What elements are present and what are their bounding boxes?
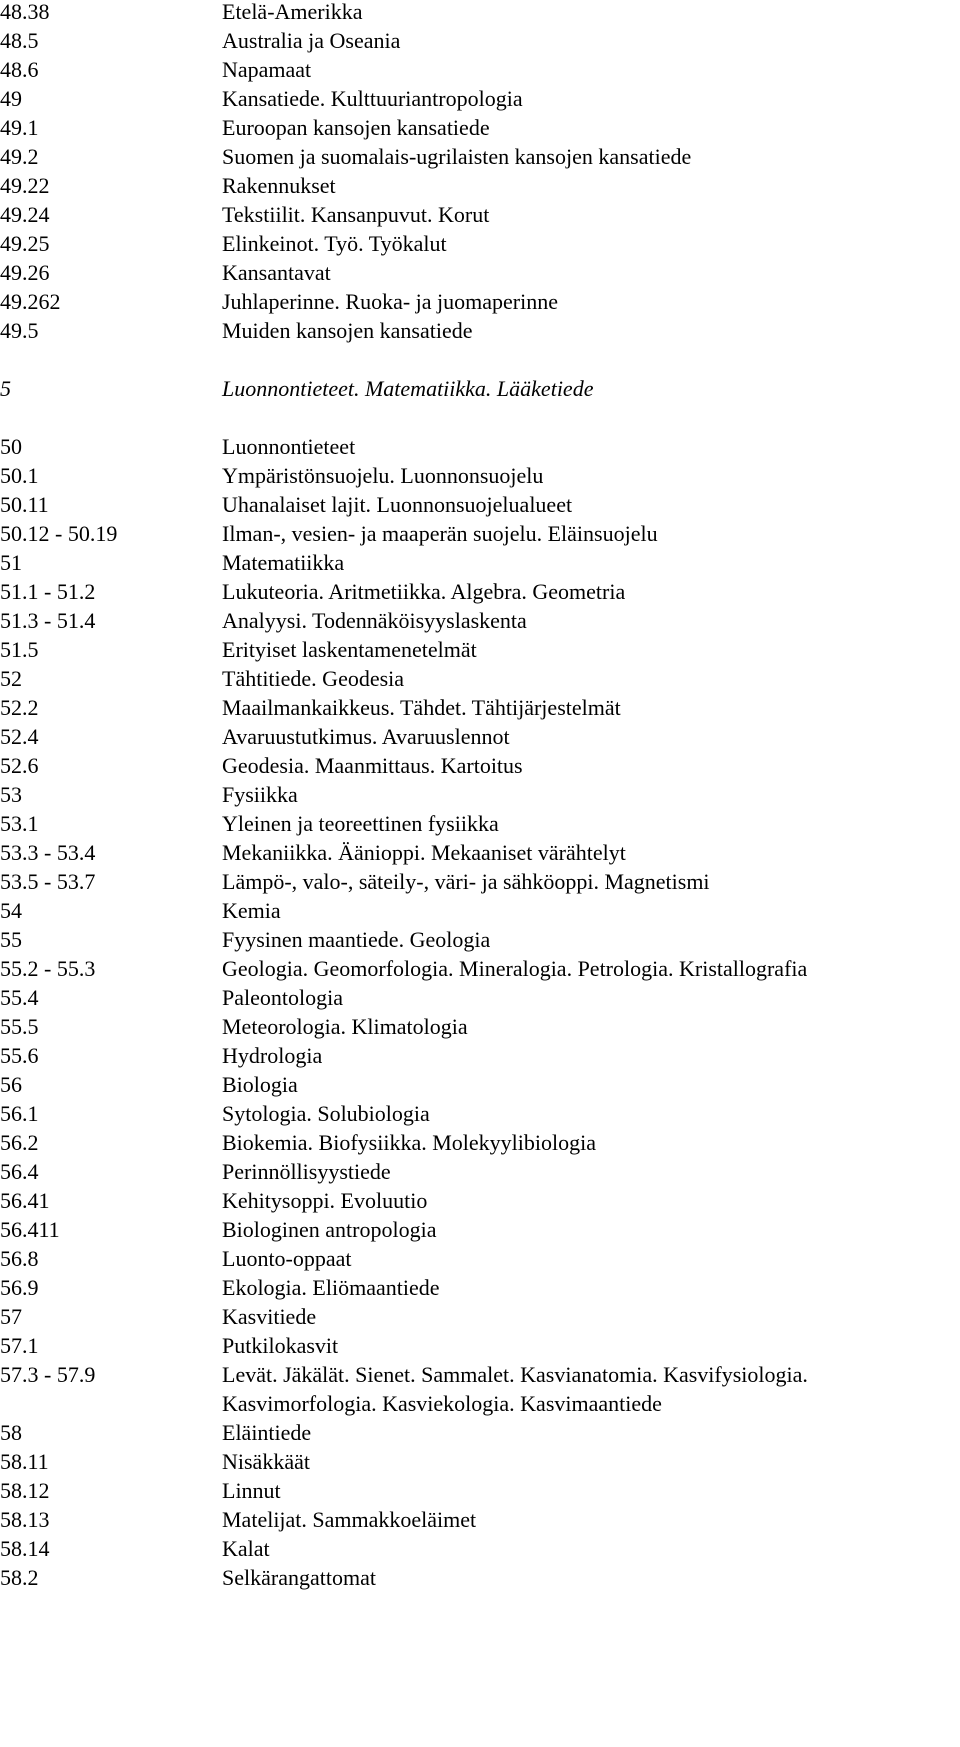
class-code: 58.12 xyxy=(0,1478,50,1503)
class-row-51-5 xyxy=(0,634,960,666)
class-row-58-14 xyxy=(0,1533,960,1565)
class-code: 57.1 xyxy=(0,1333,39,1358)
class-row-56-411 xyxy=(0,1214,960,1246)
class-row-48-5 xyxy=(0,25,960,57)
class-row-57-1 xyxy=(0,1330,960,1362)
class-code: 51 xyxy=(0,550,22,575)
class-row-55-5 xyxy=(0,1011,960,1043)
class-title: Uhanalaiset lajit. Luonnonsuojelualueet xyxy=(222,492,573,517)
class-row-56-1 xyxy=(0,1098,960,1130)
class-code: 52.2 xyxy=(0,695,39,720)
class-code: 48.38 xyxy=(0,0,50,24)
class-title: Lämpö-, valo-, säteily-, väri- ja sähköoppi. Magnetismi xyxy=(222,869,710,894)
class-code: 49.2 xyxy=(0,144,39,169)
class-row-48-6 xyxy=(0,54,960,86)
class-title: Lukuteoria. Aritmetiikka. Algebra. Geometria xyxy=(222,579,626,604)
class-code: 50 xyxy=(0,434,22,459)
class-title: Erityiset laskentamenetelmät xyxy=(222,637,477,662)
class-row-55-4 xyxy=(0,982,960,1014)
class-row-53-1 xyxy=(0,808,960,840)
class-row-58-2 xyxy=(0,1562,960,1594)
class-code: 54 xyxy=(0,898,22,923)
class-row-54 xyxy=(0,895,960,927)
class-title: Matelijat. Sammakkoeläimet xyxy=(222,1507,477,1532)
class-code: 58.14 xyxy=(0,1536,50,1561)
class-title: Kasvitiede xyxy=(222,1304,317,1329)
class-code: 53.3 - 53.4 xyxy=(0,840,96,865)
class-title: Rakennukset xyxy=(222,173,336,198)
class-title: Kansantavat xyxy=(222,260,331,285)
class-code: 49.5 xyxy=(0,318,39,343)
class-title: Maailmankaikkeus. Tähdet. Tähtijärjestelmät xyxy=(222,695,621,720)
class-title: Geodesia. Maanmittaus. Kartoitus xyxy=(222,753,523,778)
class-row-56-9 xyxy=(0,1272,960,1304)
class-title: Meteorologia. Klimatologia xyxy=(222,1014,468,1039)
class-row-52-6 xyxy=(0,750,960,782)
class-row-51 xyxy=(0,547,960,579)
class-title: Putkilokasvit xyxy=(222,1333,339,1358)
class-row-55-6 xyxy=(0,1040,960,1072)
class-title: Nisäkkäät xyxy=(222,1449,310,1474)
class-row-52 xyxy=(0,663,960,695)
class-title: Kasvimorfologia. Kasviekologia. Kasvimaantiede xyxy=(222,1391,662,1416)
class-row-49-5 xyxy=(0,315,960,347)
class-code: 55 xyxy=(0,927,22,952)
class-title: Sytologia. Solubiologia xyxy=(222,1101,430,1126)
class-code: 56.41 xyxy=(0,1188,50,1213)
class-title: Hydrologia xyxy=(222,1043,323,1068)
class-code: 57 xyxy=(0,1304,22,1329)
class-code: 58.13 xyxy=(0,1507,50,1532)
class-title: Selkärangattomat xyxy=(222,1565,376,1590)
class-row-49-26 xyxy=(0,257,960,289)
class-title: Kansatiede. Kulttuuriantropologia xyxy=(222,86,523,111)
class-code: 48.5 xyxy=(0,28,39,53)
class-code: 55.4 xyxy=(0,985,39,1010)
class-title: Yleinen ja teoreettinen fysiikka xyxy=(222,811,499,836)
main-class-title: Luonnontieteet. Matematiikka. Lääketiede xyxy=(222,376,594,401)
class-row-58-12 xyxy=(0,1475,960,1507)
class-code: 56.2 xyxy=(0,1130,39,1155)
class-title: Etelä-Amerikka xyxy=(222,0,363,24)
class-row-52-2 xyxy=(0,692,960,724)
class-row-50 xyxy=(0,431,960,463)
class-code: 56.9 xyxy=(0,1275,39,1300)
class-code: 49 xyxy=(0,86,22,111)
class-row-58-11 xyxy=(0,1446,960,1478)
class-code: 56.1 xyxy=(0,1101,39,1126)
class-code: 49.24 xyxy=(0,202,50,227)
main-class-code: 5 xyxy=(0,376,11,401)
class-title: Muiden kansojen kansatiede xyxy=(222,318,473,343)
class-title: Linnut xyxy=(222,1478,281,1503)
class-row-55-2-55-3 xyxy=(0,953,960,985)
class-row-49-262 xyxy=(0,286,960,318)
class-title: Tähtitiede. Geodesia xyxy=(222,666,405,691)
class-row-48-38 xyxy=(0,0,960,28)
class-title: Elinkeinot. Työ. Työkalut xyxy=(222,231,447,256)
class-row-56-41 xyxy=(0,1185,960,1217)
class-row-56-4 xyxy=(0,1156,960,1188)
class-code: 51.3 - 51.4 xyxy=(0,608,96,633)
class-row-49 xyxy=(0,83,960,115)
class-title: Perinnöllisyystiede xyxy=(222,1159,391,1184)
class-title: Biologinen antropologia xyxy=(222,1217,437,1242)
class-title: Kemia xyxy=(222,898,281,923)
class-title: Ilman-, vesien- ja maaperän suojelu. Eläinsuojelu xyxy=(222,521,658,546)
class-code: 50.1 xyxy=(0,463,39,488)
class-title: Eläintiede xyxy=(222,1420,312,1445)
class-row-49-24 xyxy=(0,199,960,231)
class-code: 51.5 xyxy=(0,637,39,662)
class-code: 55.6 xyxy=(0,1043,39,1068)
class-code: 58.11 xyxy=(0,1449,49,1474)
class-row-49-2 xyxy=(0,141,960,173)
class-code: 50.12 - 50.19 xyxy=(0,521,118,546)
class-row-57-3-57-9 xyxy=(0,1359,960,1391)
class-row-57 xyxy=(0,1301,960,1333)
class-row-51-1-51-2 xyxy=(0,576,960,608)
class-code: 58 xyxy=(0,1420,22,1445)
class-title: Kehitysoppi. Evoluutio xyxy=(222,1188,428,1213)
class-title: Tekstiilit. Kansanpuvut. Korut xyxy=(222,202,490,227)
class-row-51-3-51-4 xyxy=(0,605,960,637)
class-code: 56 xyxy=(0,1072,22,1097)
class-title: Luonnontieteet xyxy=(222,434,356,459)
class-title: Kalat xyxy=(222,1536,270,1561)
class-code: 49.1 xyxy=(0,115,39,140)
class-code: 57.3 - 57.9 xyxy=(0,1362,96,1387)
class-title: Geologia. Geomorfologia. Mineralogia. Petrologia. Kristallografia xyxy=(222,956,808,981)
class-code: 58.2 xyxy=(0,1565,39,1590)
class-title: Matematiikka xyxy=(222,550,345,575)
class-title: Mekaniikka. Äänioppi. Mekaaniset värähtelyt xyxy=(222,840,626,865)
class-title: Levät. Jäkälät. Sienet. Sammalet. Kasvianatomia. Kasvifysiologia. xyxy=(222,1362,808,1387)
class-row-56-8 xyxy=(0,1243,960,1275)
class-code: 55.2 - 55.3 xyxy=(0,956,96,981)
class-code: 49.22 xyxy=(0,173,50,198)
class-code: 50.11 xyxy=(0,492,49,517)
class-code: 55.5 xyxy=(0,1014,39,1039)
class-title: Analyysi. Todennäköisyyslaskenta xyxy=(222,608,527,633)
class-row-50-11 xyxy=(0,489,960,521)
class-code: 53.5 - 53.7 xyxy=(0,869,96,894)
class-code: 52 xyxy=(0,666,22,691)
class-code: 49.262 xyxy=(0,289,61,314)
class-row-49-25 xyxy=(0,228,960,260)
class-code: 56.8 xyxy=(0,1246,39,1271)
class-title: Luonto-oppaat xyxy=(222,1246,352,1271)
class-row-58-13 xyxy=(0,1504,960,1536)
class-title: Avaruustutkimus. Avaruuslennot xyxy=(222,724,510,749)
class-code: 53.1 xyxy=(0,811,39,836)
class-title: Fyysinen maantiede. Geologia xyxy=(222,927,491,952)
class-title: Fysiikka xyxy=(222,782,298,807)
class-row-49-22 xyxy=(0,170,960,202)
class-row-50-1 xyxy=(0,460,960,492)
class-code: 48.6 xyxy=(0,57,39,82)
class-title: Paleontologia xyxy=(222,985,343,1010)
class-title: Napamaat xyxy=(222,57,312,82)
class-code: 49.26 xyxy=(0,260,50,285)
class-row-56-2 xyxy=(0,1127,960,1159)
class-row-56 xyxy=(0,1069,960,1101)
class-row-53-3-53-4 xyxy=(0,837,960,869)
class-code: 53 xyxy=(0,782,22,807)
class-row-58 xyxy=(0,1417,960,1449)
class-title: Suomen ja suomalais-ugrilaisten kansojen kansatiede xyxy=(222,144,692,169)
class-title: Euroopan kansojen kansatiede xyxy=(222,115,490,140)
class-code: 52.4 xyxy=(0,724,39,749)
class-title: Ekologia. Eliömaantiede xyxy=(222,1275,440,1300)
class-row-53-5-53-7 xyxy=(0,866,960,898)
class-title: Biokemia. Biofysiikka. Molekyylibiologia xyxy=(222,1130,596,1155)
class-title: Ympäristönsuojelu. Luonnonsuojelu xyxy=(222,463,544,488)
class-row-50-12-50-19 xyxy=(0,518,960,550)
class-code: 56.411 xyxy=(0,1217,60,1242)
class-row-49-1 xyxy=(0,112,960,144)
class-title: Biologia xyxy=(222,1072,298,1097)
class-row-53 xyxy=(0,779,960,811)
class-code: 56.4 xyxy=(0,1159,39,1184)
class-row-52-4 xyxy=(0,721,960,753)
class-row-57-3-57-9-continued xyxy=(0,1388,960,1420)
class-code: 51.1 - 51.2 xyxy=(0,579,96,604)
class-code: 49.25 xyxy=(0,231,50,256)
class-title: Australia ja Oseania xyxy=(222,28,401,53)
class-row-55 xyxy=(0,924,960,956)
class-title: Juhlaperinne. Ruoka- ja juomaperinne xyxy=(222,289,559,314)
main-class-heading xyxy=(0,373,960,405)
class-code: 52.6 xyxy=(0,753,39,778)
